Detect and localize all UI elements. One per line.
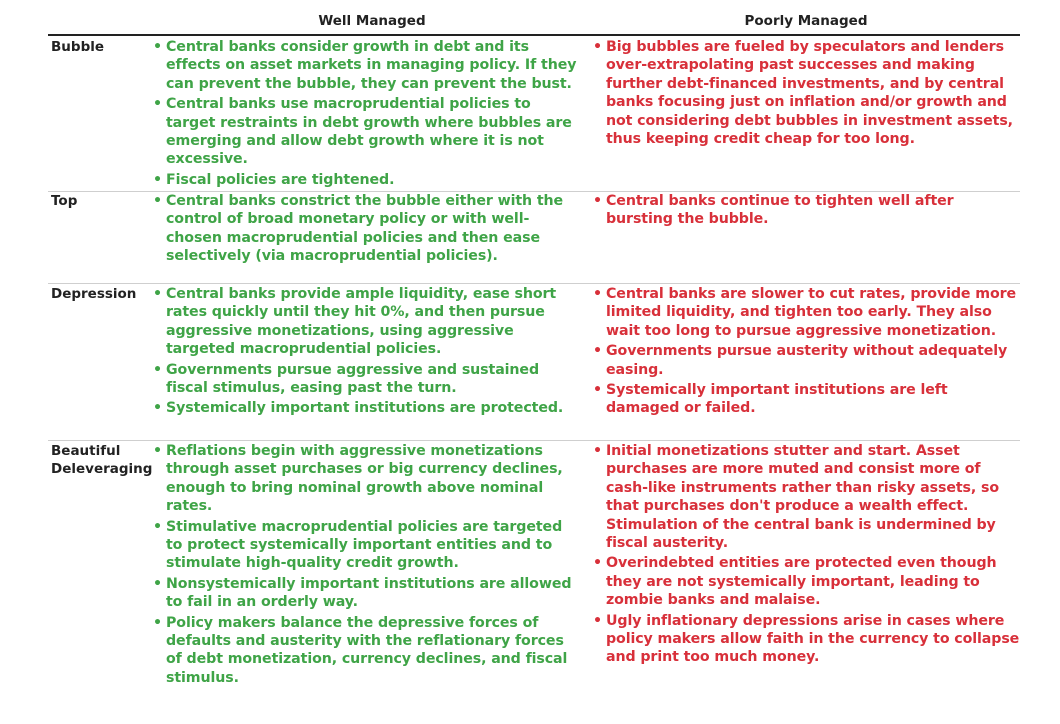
poorly-managed-cell — [592, 442, 1020, 689]
bullet-icon: • — [153, 614, 162, 631]
phase-label: Top — [51, 193, 78, 209]
list-item: • Central banks consider growth in debt and its effects on asset markets in managing policy. If they can prevent the bubble, they can prevent the bust. — [153, 39, 577, 92]
well-managed-cell — [152, 38, 592, 191]
list-item: • Central banks constrict the bubble either with the control of broad monetary policy or with well-chosen macroprudential policies and then ease selectively (via macroprudential policies). — [153, 193, 564, 265]
header-poorly-managed: Poorly Managed — [744, 13, 868, 29]
bullet-icon: • — [593, 39, 602, 55]
list-item: • Nonsystemically important institutions are allowed to fail in an orderly way. — [153, 575, 572, 611]
list-item: • Overindebted entities are protected even though they are not systemically important, leading to zombie banks and malaise. — [593, 555, 997, 609]
table-header — [48, 8, 1020, 36]
table-row-beautiful-deleveraging — [48, 442, 1020, 689]
well-managed-cell — [152, 192, 592, 268]
comparison-table — [48, 8, 1020, 686]
list-item: • Policy makers balance the depressive forces of defaults and austerity with the reflationary forces of debt monetization, currency declines, and fiscal stimulus. — [153, 614, 568, 686]
list-item: • Initial monetizations stutter and start. Asset purchases are more muted and consist more of cash-like instruments rather than risky assets, so that purchases don't produce a wealth effect. Stimulation of the central bank is undermined by fiscal austerity. — [593, 443, 999, 552]
list-item: • Ugly inflationary depressions arise in cases where policy makers allow faith in the currency to collapse and print too much money. — [593, 612, 1020, 666]
row-divider — [48, 440, 1020, 441]
list-item: • Stimulative macroprudential policies are targeted to protect systemically important entities and to stimulate high-quality credit growth. — [153, 518, 563, 572]
bullet-icon: • — [593, 382, 602, 399]
table-row-depression — [48, 285, 1020, 420]
phase-label: Bubble — [51, 39, 105, 55]
phase-label-line-1: Beautiful — [51, 443, 121, 459]
bullet-icon: • — [593, 193, 602, 209]
list-item: • Central banks are slower to cut rates, provide more limited liquidity, and tighten too early. They also wait too long to pursue aggressive monetization. — [593, 286, 1017, 339]
bullet-icon: • — [153, 575, 162, 592]
well-managed-cell — [152, 442, 592, 689]
list-item: • Reflations begin with aggressive monetizations through asset purchases or big currency declines, enough to bring nominal growth above nominal rates. — [153, 443, 563, 515]
list-item: • Systemically important institutions are left damaged or failed. — [593, 382, 948, 417]
list-item: • Fiscal policies are tightened. — [153, 171, 395, 188]
list-item: • Central banks continue to tighten well after bursting the bubble. — [593, 193, 954, 228]
bullet-icon: • — [153, 518, 162, 535]
row-divider — [48, 283, 1020, 284]
list-item: • Systemically important institutions are protected. — [153, 400, 564, 417]
table-row-top — [48, 192, 1020, 268]
phase-label: Depression — [51, 286, 137, 302]
header-well-managed: Well Managed — [318, 13, 426, 29]
poorly-managed-cell — [592, 285, 1020, 420]
bullet-icon: • — [593, 612, 602, 629]
list-item: • Governments pursue aggressive and sustained fiscal stimulus, easing past the turn. — [153, 361, 540, 397]
list-item: • Central banks provide ample liquidity, ease short rates quickly until they hit 0%, and then pursue aggressive monetizations, using aggressive targeted macroprudential policies. — [153, 286, 557, 358]
bullet-icon: • — [153, 96, 162, 113]
bullet-icon: • — [593, 343, 602, 360]
list-item: • Big bubbles are fueled by speculators and lenders over-extrapolating past successes and making further debt-financed investments, and by central banks focusing just on inflation and/or growth and not considering debt bubbles in investment assets, thus keeping credit cheap for too long. — [593, 39, 1013, 148]
poorly-managed-cell — [592, 38, 1020, 191]
bullet-icon: • — [593, 443, 602, 459]
bullet-icon: • — [153, 39, 162, 55]
poorly-managed-cell — [592, 192, 1020, 268]
list-item: • Governments pursue austerity without adequately easing. — [593, 343, 1008, 378]
phase-label — [48, 442, 152, 689]
bullet-icon: • — [153, 171, 162, 188]
bullet-icon: • — [593, 555, 602, 572]
bullet-icon: • — [153, 193, 162, 209]
bullet-icon: • — [593, 286, 602, 302]
bullet-icon: • — [153, 286, 162, 302]
table-row-bubble — [48, 38, 1020, 191]
bullet-icon: • — [153, 400, 162, 417]
phase-label-line-2: Deleveraging — [51, 461, 153, 477]
bullet-icon: • — [153, 443, 162, 459]
list-item: • Central banks use macroprudential policies to target restraints in debt growth where bubbles are emerging and allow debt growth where it is not excessive. — [153, 96, 572, 168]
bullet-icon: • — [153, 361, 162, 378]
well-managed-cell — [152, 285, 592, 420]
